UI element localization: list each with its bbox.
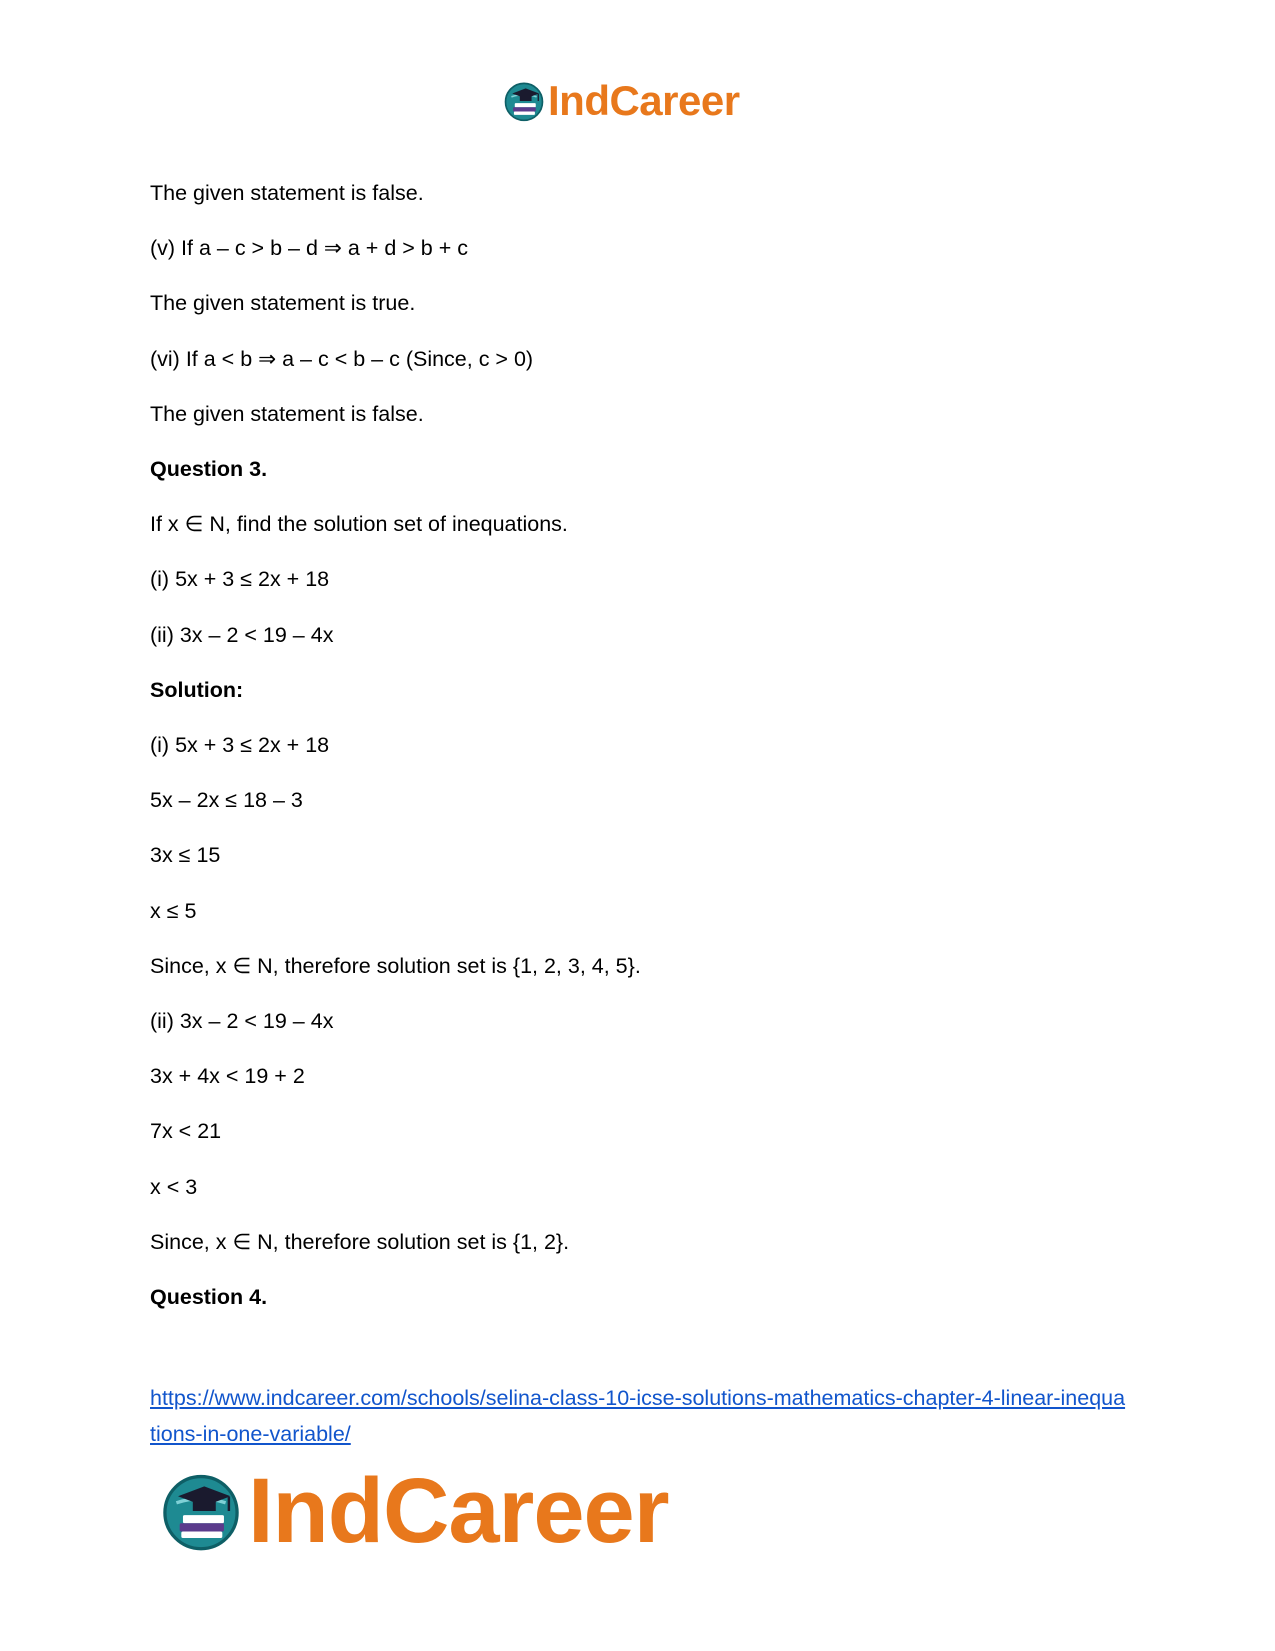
header-logo (503, 77, 740, 124)
section-heading: Question 4. (150, 1285, 268, 1309)
text-line: Since, x ∈ N, therefore solution set is {1, 2, 3, 4, 5}. (150, 954, 641, 978)
text-line: If x ∈ N, find the solution set of inequations. (150, 512, 568, 536)
source-link[interactable]: https://www.indcareer.com/schools/selina-class-10-icse-solutions-mathematics-chapter-4-linear-inequations-in-one-variable/ (150, 1386, 1126, 1446)
text-line: The given statement is true. (150, 291, 416, 315)
footer-logo (160, 1460, 669, 1562)
text-line: (v) If a – c > b – d ⇒ a + d > b + c (150, 236, 468, 260)
brand-name: IndCareer (248, 1460, 669, 1562)
text-line: (i) 5x + 3 ≤ 2x + 18 (150, 567, 330, 591)
text-line: (i) 5x + 3 ≤ 2x + 18 (150, 733, 330, 757)
text-line: x < 3 (150, 1175, 198, 1199)
section-heading: Question 3. (150, 457, 268, 481)
text-line: x ≤ 5 (150, 899, 197, 923)
text-line: 7x < 21 (150, 1119, 222, 1143)
text-line: 3x + 4x < 19 + 2 (150, 1064, 305, 1088)
text-line: Since, x ∈ N, therefore solution set is {1, 2}. (150, 1230, 570, 1254)
graduation-cap-book-globe-icon (503, 80, 545, 122)
section-heading: Solution: (150, 678, 244, 702)
graduation-cap-book-globe-icon (160, 1470, 242, 1552)
text-line: 3x ≤ 15 (150, 843, 221, 867)
text-line: The given statement is false. (150, 402, 424, 426)
text-line: (vi) If a < b ⇒ a – c < b – c (Since, c > 0) (150, 347, 534, 371)
text-line: 5x – 2x ≤ 18 – 3 (150, 788, 303, 812)
text-line: (ii) 3x – 2 < 19 – 4x (150, 623, 334, 647)
brand-name: IndCareer (548, 77, 740, 124)
text-line: The given statement is false. (150, 181, 424, 205)
text-line: (ii) 3x – 2 < 19 – 4x (150, 1009, 334, 1033)
